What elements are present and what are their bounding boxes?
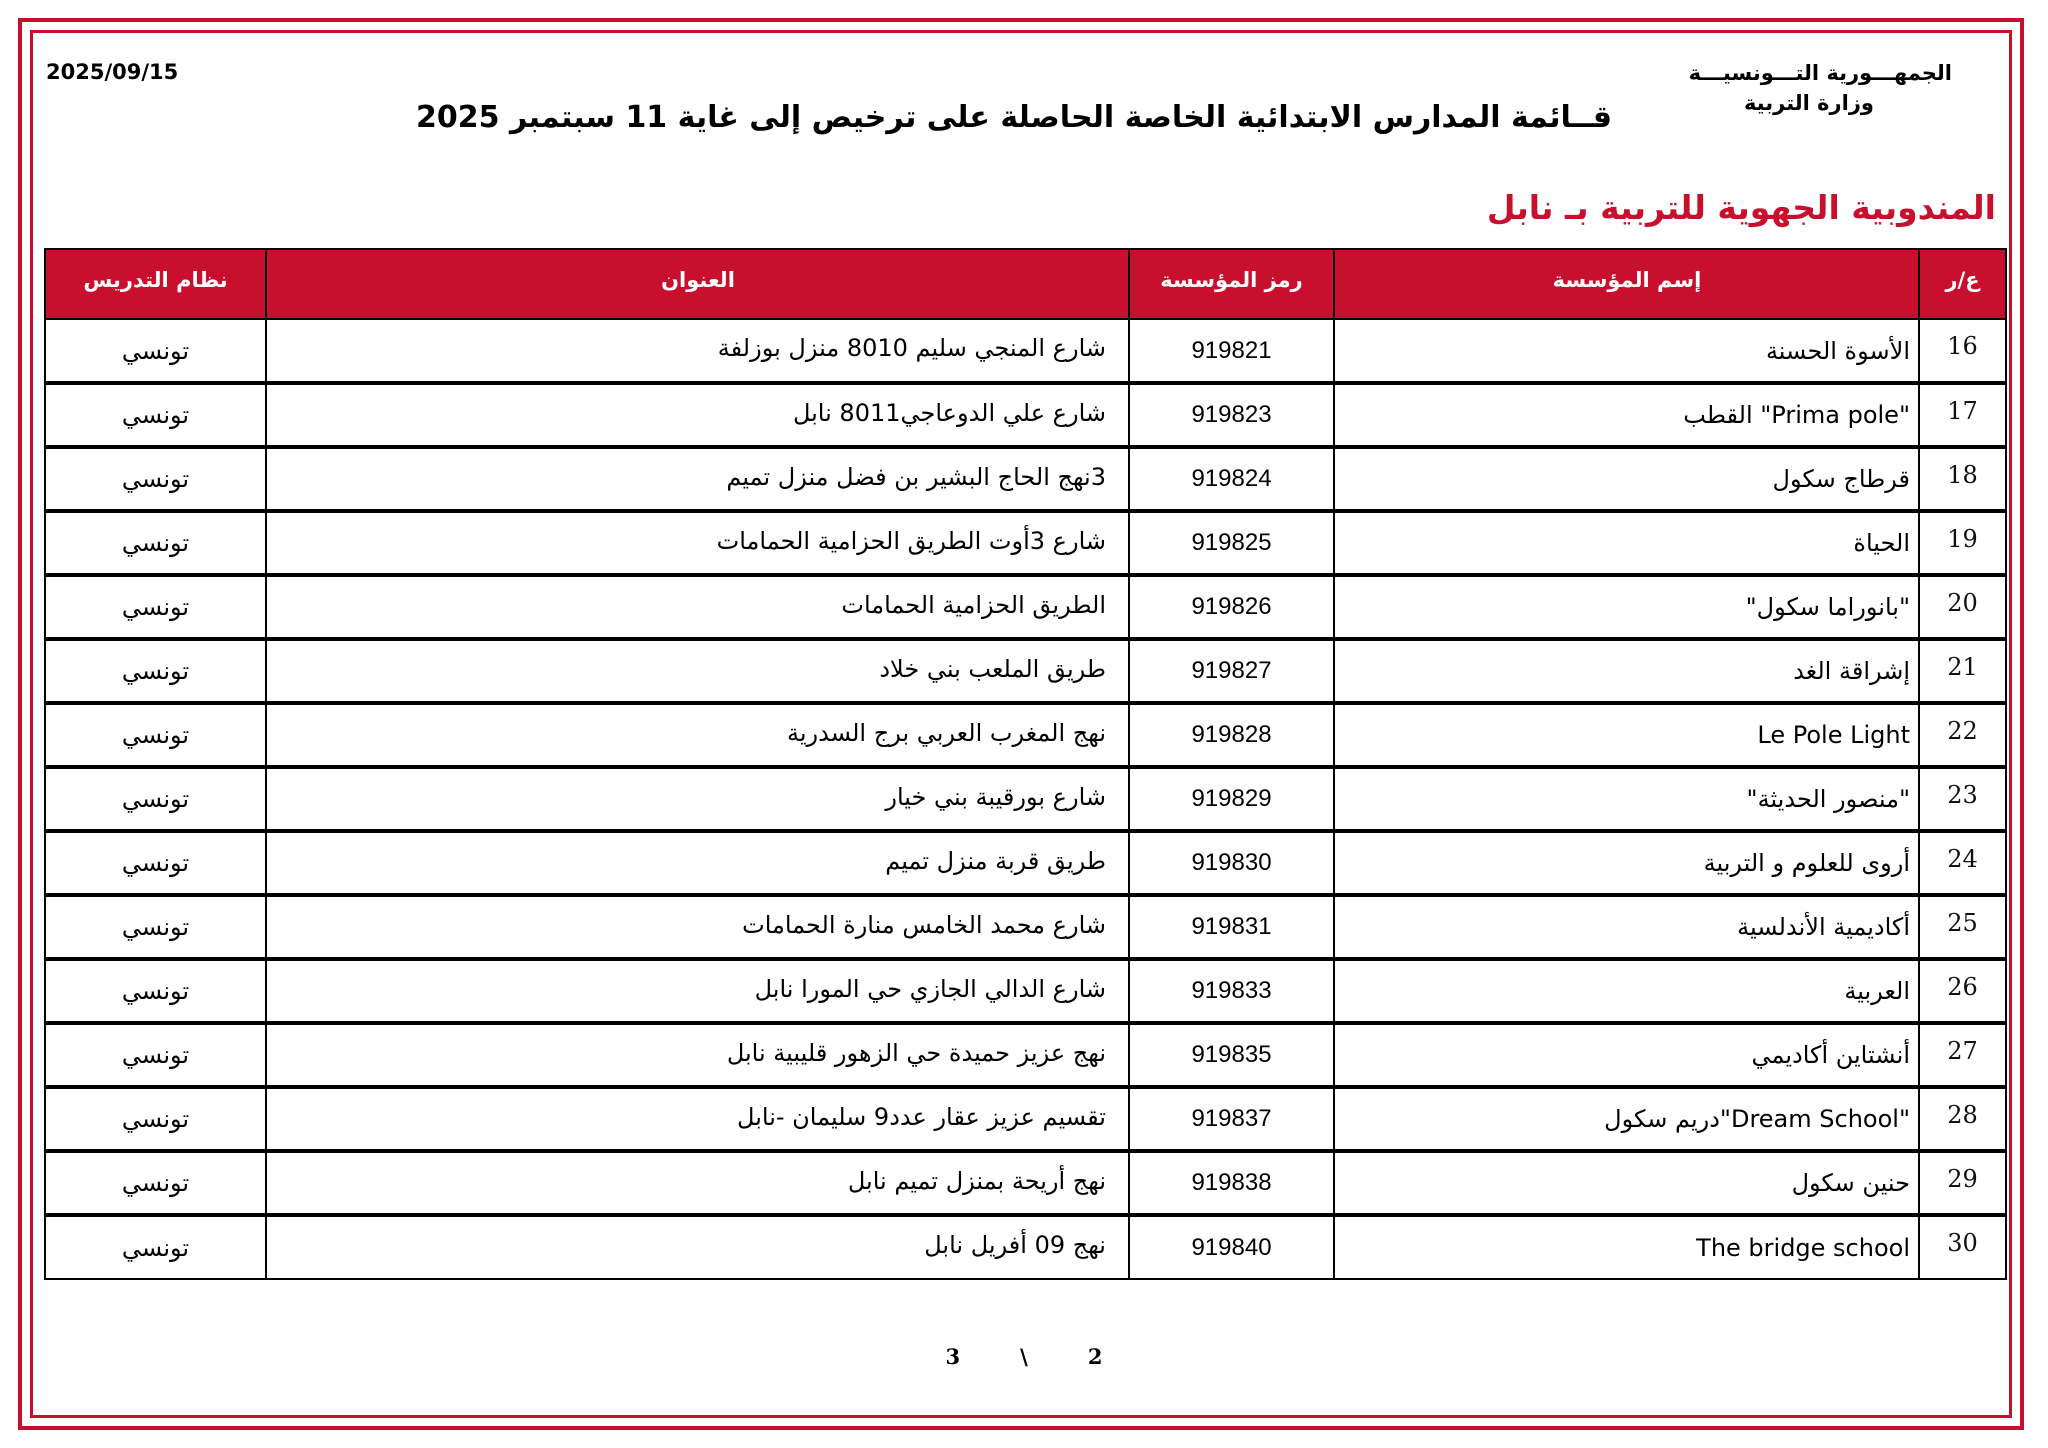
- teaching-system: تونسي: [45, 319, 266, 383]
- school-name: Le Pole Light: [1334, 703, 1919, 767]
- school-name: أكاديمية الأندلسية: [1334, 895, 1919, 959]
- header-name: إسم المؤسسة: [1334, 249, 1919, 319]
- school-code: 919826: [1129, 575, 1334, 639]
- row-number: 24: [1919, 831, 2006, 895]
- row-number: 23: [1919, 767, 2006, 831]
- table-row: [45, 639, 2006, 703]
- school-address: شارع بورقيبة بني خيار: [266, 767, 1129, 831]
- school-name: أنشتاين أكاديمي: [1334, 1023, 1919, 1087]
- school-code: 919825: [1129, 511, 1334, 575]
- page-current: 2: [1087, 1344, 1103, 1369]
- school-code: 919835: [1129, 1023, 1334, 1087]
- school-code: 919837: [1129, 1087, 1334, 1151]
- teaching-system: تونسي: [45, 1087, 266, 1151]
- school-code: 919831: [1129, 895, 1334, 959]
- document-date: 2025/09/15: [46, 60, 179, 84]
- school-code: 919829: [1129, 767, 1334, 831]
- school-code: 919821: [1129, 319, 1334, 383]
- row-number: 30: [1919, 1215, 2006, 1279]
- school-code: 919823: [1129, 383, 1334, 447]
- school-code: 919827: [1129, 639, 1334, 703]
- school-address: نهج أريحة بمنزل تميم نابل: [266, 1151, 1129, 1215]
- row-number: 21: [1919, 639, 2006, 703]
- row-number: 27: [1919, 1023, 2006, 1087]
- teaching-system: تونسي: [45, 703, 266, 767]
- school-address: طريق الملعب بني خلاد: [266, 639, 1129, 703]
- row-number: 22: [1919, 703, 2006, 767]
- school-code: 919830: [1129, 831, 1334, 895]
- school-name: أروى للعلوم و التربية: [1334, 831, 1919, 895]
- school-name: "Dream School"دريم سكول: [1334, 1087, 1919, 1151]
- teaching-system: تونسي: [45, 831, 266, 895]
- school-name: قرطاج سكول: [1334, 447, 1919, 511]
- school-name: "Prima pole" القطب: [1334, 383, 1919, 447]
- table-row: [45, 703, 2006, 767]
- school-code: 919838: [1129, 1151, 1334, 1215]
- teaching-system: تونسي: [45, 639, 266, 703]
- teaching-system: تونسي: [45, 1023, 266, 1087]
- page-separator: \: [1020, 1344, 1028, 1369]
- school-address: شارع الدالي الجازي حي المورا نابل: [266, 959, 1129, 1023]
- school-address: شارع علي الدوعاجي8011 نابل: [266, 383, 1129, 447]
- teaching-system: تونسي: [45, 575, 266, 639]
- teaching-system: تونسي: [45, 1215, 266, 1279]
- ministry-name: وزارة التربية: [1743, 91, 1874, 115]
- teaching-system: تونسي: [45, 895, 266, 959]
- table-header-row: [45, 249, 2006, 319]
- pagination: [0, 1344, 2048, 1369]
- row-number: 28: [1919, 1087, 2006, 1151]
- teaching-system: تونسي: [45, 447, 266, 511]
- table-row: [45, 895, 2006, 959]
- row-number: 16: [1919, 319, 2006, 383]
- school-code: 919840: [1129, 1215, 1334, 1279]
- row-number: 25: [1919, 895, 2006, 959]
- school-address: نهج عزيز حميدة حي الزهور قليبية نابل: [266, 1023, 1129, 1087]
- row-number: 18: [1919, 447, 2006, 511]
- table-row: [45, 1087, 2006, 1151]
- row-number: 19: [1919, 511, 2006, 575]
- school-address: طريق قربة منزل تميم: [266, 831, 1129, 895]
- region-title: المندوبية الجهوية للتربية بـ نابل: [1486, 188, 1996, 227]
- schools-table: [44, 248, 2007, 1280]
- table-row: [45, 1151, 2006, 1215]
- row-number: 20: [1919, 575, 2006, 639]
- header-code: رمز المؤسسة: [1129, 249, 1334, 319]
- school-code: 919824: [1129, 447, 1334, 511]
- school-name: إشراقة الغد: [1334, 639, 1919, 703]
- school-address: نهج 09 أفريل نابل: [266, 1215, 1129, 1279]
- teaching-system: تونسي: [45, 1151, 266, 1215]
- page-total: 3: [945, 1344, 961, 1369]
- teaching-system: تونسي: [45, 383, 266, 447]
- school-code: 919833: [1129, 959, 1334, 1023]
- table-row: [45, 959, 2006, 1023]
- document-title: قــائمة المدارس الابتدائية الخاصة الحاصلة على ترخيص إلى غاية 11 سبتمبر 2025: [416, 100, 1612, 135]
- school-address: شارع المنجي سليم 8010 منزل بوزلفة: [266, 319, 1129, 383]
- table-row: [45, 1023, 2006, 1087]
- table-row: [45, 767, 2006, 831]
- table-row: [45, 1215, 2006, 1279]
- header-num: ع/ر: [1919, 249, 2006, 319]
- row-number: 17: [1919, 383, 2006, 447]
- school-address: شارع محمد الخامس منارة الحمامات: [266, 895, 1129, 959]
- school-name: العربية: [1334, 959, 1919, 1023]
- school-code: 919828: [1129, 703, 1334, 767]
- school-name: "منصور الحديثة": [1334, 767, 1919, 831]
- school-name: الأسوة الحسنة: [1334, 319, 1919, 383]
- table-row: [45, 575, 2006, 639]
- header-system: نظام التدريس: [45, 249, 266, 319]
- row-number: 26: [1919, 959, 2006, 1023]
- school-name: حنين سكول: [1334, 1151, 1919, 1215]
- school-name: The bridge school: [1334, 1215, 1919, 1279]
- row-number: 29: [1919, 1151, 2006, 1215]
- school-address: 3نهج الحاج البشير بن فضل منزل تميم: [266, 447, 1129, 511]
- table-row: [45, 831, 2006, 895]
- header-address: العنوان: [266, 249, 1129, 319]
- school-address: شارع 3أوت الطريق الحزامية الحمامات: [266, 511, 1129, 575]
- document-title-wrap: [0, 100, 2048, 135]
- teaching-system: تونسي: [45, 959, 266, 1023]
- table-row: [45, 447, 2006, 511]
- school-name: الحياة: [1334, 511, 1919, 575]
- school-address: الطريق الحزامية الحمامات: [266, 575, 1129, 639]
- school-name: "بانوراما سكول": [1334, 575, 1919, 639]
- table-row: [45, 511, 2006, 575]
- table-row: [45, 319, 2006, 383]
- school-address: تقسيم عزيز عقار عدد9 سليمان -نابل: [266, 1087, 1129, 1151]
- teaching-system: تونسي: [45, 767, 266, 831]
- country-name: الجمهـــورية التـــونسيـــة: [1688, 61, 1952, 85]
- school-address: نهج المغرب العربي برج السدرية: [266, 703, 1129, 767]
- teaching-system: تونسي: [45, 511, 266, 575]
- table-row: [45, 383, 2006, 447]
